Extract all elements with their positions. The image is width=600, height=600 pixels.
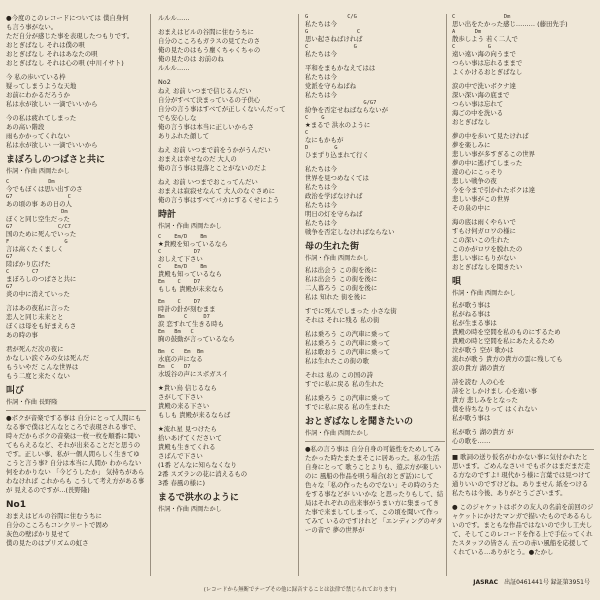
lyric-line: 時計の針が刻むまま bbox=[158, 305, 216, 313]
chord-line: G C bbox=[305, 29, 361, 35]
lyric-line: 私がねる事は bbox=[452, 310, 491, 318]
lyric-line: 私たちは今 bbox=[305, 201, 337, 209]
lyric-line: 涙 恋すれて生きる時も bbox=[158, 320, 224, 328]
lyric-line: 夢の中に逃げてしまった bbox=[452, 159, 523, 167]
lyric-line: おまえは寂寂せなんて 大人のなぐさめに bbox=[158, 187, 276, 195]
lyric-line: ルルル…… bbox=[158, 64, 190, 72]
lyric-line: ルルル…… bbox=[158, 14, 190, 22]
lyric-line: 政治を学ばなければ bbox=[305, 192, 363, 200]
song-title: No1 bbox=[6, 500, 26, 510]
lyric-line: すもけ何ガロワの様に bbox=[452, 227, 516, 235]
column-divider bbox=[446, 14, 447, 576]
column-divider bbox=[298, 14, 299, 576]
lyric-line: すでに死んでしまった 小さな街 bbox=[305, 307, 397, 315]
chord-line: C Dm bbox=[452, 14, 511, 20]
chord-line: C G bbox=[305, 115, 325, 121]
lyric-line: 流れが歌う 貴方の貴方の雲に残しても bbox=[452, 355, 563, 363]
lyric-line: 今の私は疲れてしまった bbox=[6, 114, 77, 122]
chord-line: G7 bbox=[6, 284, 13, 290]
song-credit: 作詞・作曲 西岡たかし bbox=[6, 168, 70, 175]
lyric-line: 今を今まで引かれたボクは達 bbox=[452, 186, 536, 194]
section-rule bbox=[305, 441, 445, 442]
column-1 bbox=[6, 14, 146, 576]
lyric-line: それは 私の この国の詩 bbox=[305, 371, 373, 379]
lyric-line: ねえ お前 いつまでおこってんだい bbox=[158, 178, 258, 186]
lyric-line: ●今度のこのレコードについては 僕自身何 bbox=[6, 14, 129, 22]
column-2 bbox=[158, 14, 298, 576]
song-title: まるで洪水のように bbox=[158, 493, 239, 503]
column-4 bbox=[452, 14, 594, 576]
lyric-line: ありふれた顔して bbox=[158, 132, 210, 140]
lyric-line: 世界を見つめなくては bbox=[305, 174, 369, 182]
lyric-line: それは それに残る 私の街 bbox=[305, 316, 380, 324]
lyric-line: 2番 スズランの花に消えるもの bbox=[158, 470, 248, 478]
lyric-line: 雨もかかってくれない bbox=[6, 132, 70, 140]
lyric-line: 自分がすべて決まっているの子供心 bbox=[158, 96, 261, 104]
chord-line: Em C D7 bbox=[158, 279, 201, 285]
section-rule bbox=[6, 410, 146, 411]
chord-line: G/G7 bbox=[305, 100, 377, 106]
lyric-line: あの時の事 bbox=[6, 331, 38, 339]
lyric-line: 僕を待ちなりって はくれない bbox=[452, 405, 538, 413]
lyric-line: つらい事は忘れて bbox=[452, 100, 504, 108]
lyric-line: ひまずり込まれて行く bbox=[305, 151, 369, 159]
lyric-line: この深いこの生れた bbox=[452, 236, 510, 244]
chord-line: C C7 bbox=[6, 269, 39, 275]
chord-line: Bm C Em Bm bbox=[158, 349, 204, 355]
lyric-line: 私が歌う事は bbox=[452, 301, 491, 309]
song-title: まぼろしのつばさと共に bbox=[6, 155, 106, 165]
note-paragraph: ■ 歌詞の送り仮名がわかない事に気付かれたと思います。ごめんなさい! でもボクはまだまだ走る方なのですよ! 現代かう様に言葉では見つけて通りいいのですけどね。ありません 紙をつける私たちは今後、ありがとうございます。 bbox=[452, 453, 591, 497]
song-title: 唄 bbox=[452, 277, 462, 287]
chord-line: Em C D7 bbox=[158, 364, 191, 370]
lyric-line: 俺の見たのは お前のね bbox=[158, 55, 224, 63]
chord-line: C Em/D Bm bbox=[158, 234, 207, 240]
lyric-line: 悲しい事にもりがない bbox=[452, 254, 516, 262]
chord-line: D G bbox=[305, 145, 338, 151]
lyric-line: 僕の見たのはプリズムの虹さ bbox=[6, 539, 89, 547]
lyric-line: ★貴殿を知っているなら bbox=[158, 240, 228, 248]
lyric-line: 言は高くたくましく bbox=[6, 245, 64, 253]
lyric-line: おまえは幸せなのだ 大人の bbox=[158, 155, 237, 163]
lyric-line: おとぎばなし それは僕の唄 bbox=[6, 41, 85, 49]
lyric-line: 貴方 悲しみをとなった bbox=[452, 396, 518, 404]
lyric-line: 疑ってしまうような天地 bbox=[6, 82, 77, 90]
lyric-line: もういやだ こんな世界は bbox=[6, 363, 79, 371]
lyric-line: 貴殿の時と空間を私にあたえるため bbox=[452, 337, 555, 345]
lyric-line: 悲しい戦争の夜 bbox=[452, 177, 497, 185]
lyric-line: 国のために死んでいった bbox=[6, 230, 77, 238]
lyric-line: ★流れ星 見つけたら bbox=[158, 425, 217, 433]
lyric-line: 夢を楽しみに bbox=[452, 141, 491, 149]
column-3 bbox=[305, 14, 445, 576]
jasrac-label: JASRAC bbox=[473, 579, 499, 586]
lyric-line: 明日の灯を守らねば bbox=[305, 210, 363, 218]
lyric-line: すでに私に戻る 私の生れた bbox=[305, 380, 384, 388]
lyric-line: 思い起さねばければ bbox=[305, 35, 363, 43]
song-title: 時計 bbox=[158, 210, 177, 220]
lyric-line: 戦争を否定しなければならない bbox=[305, 228, 395, 236]
lyric-line: 今 私の歩いている枠 bbox=[6, 73, 66, 81]
lyric-line: 貴殿の時を空間を私のものにするため bbox=[452, 328, 561, 336]
lyric-line: 灰色の壁ばかり見せて bbox=[6, 530, 70, 538]
lyric-line: さばんで下さい bbox=[158, 452, 203, 460]
lyric-line: 拾いあげてくださいて bbox=[158, 434, 222, 442]
lyric-line: 貴殿も生きてくれる bbox=[158, 443, 216, 451]
lyric-line: さがして下さい bbox=[158, 393, 203, 401]
lyric-line: あの高い階段 bbox=[6, 123, 45, 131]
chord-line: G C/G bbox=[305, 14, 357, 20]
lyric-line: 私が生まる事は bbox=[452, 319, 497, 327]
lyric-line: 思い出をたかった感じ……… (藤田先手) bbox=[452, 20, 568, 28]
lyric-line: 私が歌う事は bbox=[452, 414, 491, 422]
lyric-line: かなしい涙ぐみの女は死んだ bbox=[6, 354, 90, 362]
lyric-line: 胸の鼓動が言っているなら bbox=[158, 335, 235, 343]
jasrac-code: 出証0461441号 録証第3951号 bbox=[504, 579, 590, 586]
lyric-line: もしも 貴殿が未来なら bbox=[158, 285, 224, 293]
lyric-line: 私は出会う この街を後に bbox=[305, 275, 378, 283]
chord-line: Em Bm C bbox=[158, 329, 194, 335]
lyric-line: 平和をまもかなえてはは bbox=[305, 64, 376, 72]
song-title: 叫び bbox=[6, 386, 25, 396]
column-divider bbox=[150, 14, 151, 576]
lyric-line: 紛争を否定せねばならないが bbox=[305, 106, 389, 114]
lyric-line: ねえ お前 いつまで前をうかがうんだい bbox=[158, 146, 271, 154]
lyric-line: 水坂谷の声にスボガスイ bbox=[158, 370, 229, 378]
lyric-line: も言う事がない。 bbox=[6, 23, 58, 31]
lyric-line: 水底の声になる bbox=[158, 355, 203, 363]
song-credit: 作詞・作曲 西岡たかし bbox=[452, 290, 516, 297]
lyric-line: おとぎばなし それは心の唄 (中川イサト) bbox=[6, 59, 124, 67]
lyric-line: 海ごの中を洗いる bbox=[452, 109, 504, 117]
lyric-line: その泉の中に bbox=[452, 204, 491, 212]
lyric-line: 俺の言う事は見落とことがないのだよ bbox=[158, 164, 267, 172]
lyric-line: 党派を守らねばね bbox=[305, 82, 357, 90]
lyric-line: おとぎばなし bbox=[452, 118, 491, 126]
lyric-line: 私は出会う この街を後に bbox=[305, 266, 378, 274]
lyric-line: まぼろしのつばさと共に bbox=[6, 275, 77, 283]
lyric-line: 詩をとしかけまし 心を遠い事 bbox=[452, 387, 538, 395]
lyric-line: 二人暮ろう この街を後に bbox=[305, 284, 378, 292]
lyric-line: 遠い遠い海の向うまで bbox=[452, 50, 516, 58]
lyric-line: 今でもぼくは思い出すのさ bbox=[6, 185, 83, 193]
lyric-line: つらい事は忘れるままで bbox=[452, 59, 523, 67]
lyric-line: 私が歌う 湖の貴方 が bbox=[452, 428, 514, 436]
chord-line: C D7 bbox=[158, 249, 201, 255]
lyric-line: 3番 春風の様に) bbox=[158, 479, 205, 487]
song-credit: 作詞・作曲 西岡たかし bbox=[158, 506, 222, 513]
lyric-line: よくかけるおとぎばなし bbox=[452, 68, 523, 76]
lyric-line: 遊の心にこっそり bbox=[452, 168, 503, 176]
lyric-line: 私は歌おう この汽車に乗って bbox=[305, 348, 391, 356]
lyric-line: おまえはビルの谷間に住むうちに bbox=[158, 28, 254, 36]
lyric-line: あの頃の事 あの日の人 bbox=[6, 200, 72, 208]
chord-line: G7 bbox=[6, 254, 13, 260]
lyric-line: もしも 貴殿が来るならば bbox=[158, 411, 231, 419]
lyric-line: 俺の言う事は本当に正しいからさ bbox=[158, 123, 254, 131]
lyric-line: ★貴い鳥 信じるなら bbox=[158, 384, 217, 392]
lyric-line: 私たちは今 bbox=[305, 91, 337, 99]
song-title: おとぎばなしを聞きたいの bbox=[305, 417, 414, 427]
chord-line: Dm bbox=[6, 209, 68, 215]
lyric-line: 悲しい事がこの世界 bbox=[452, 195, 510, 203]
lyric-line: 心の歌を…… bbox=[452, 437, 491, 445]
lyric-line: 私たちは今 bbox=[305, 20, 337, 28]
song-credit: 作詞・作曲 西岡たかし bbox=[158, 223, 222, 230]
chord-line: A Dm bbox=[452, 29, 482, 35]
lyric-line: (1番 どんなに知らなくなり bbox=[158, 461, 237, 469]
song-title: 母の生れた街 bbox=[305, 242, 360, 252]
lyric-line: 深い深い海の底まで bbox=[452, 91, 510, 99]
lyric-line: このかがロワを脱れたの bbox=[452, 245, 523, 253]
lyric-line: 私は水が欲しい 一滴でいいから bbox=[6, 141, 98, 149]
lyric-line: 私は乗ろう この汽車に乗って bbox=[305, 339, 391, 347]
lyric-line: 詩を読む 人の心を bbox=[452, 378, 506, 386]
lyric-line: ぼくと同じ空生だった bbox=[6, 215, 70, 223]
lyric-line: 君が死んだ次の夜に bbox=[6, 345, 64, 353]
lyric-line: 貴殿の来る下さい bbox=[158, 402, 210, 410]
lyric-line: 言はあの夜私に言った bbox=[6, 304, 70, 312]
lyric-line: 私は乗ろう この汽車に乗って bbox=[305, 330, 391, 338]
lyric-line: 私たちは今 bbox=[305, 73, 337, 81]
lyric-line: ★まるで 洪水のように bbox=[305, 121, 371, 129]
lyric-line: 炎の中に消えていった bbox=[6, 290, 70, 298]
chord-line: C Dm bbox=[6, 179, 55, 185]
lyric-line: おしえて下さい bbox=[158, 255, 203, 263]
copyright-footer: (レコードから無断でテープその他に録音することは法律で禁じられております) bbox=[203, 587, 397, 593]
lyric-line: でも安心しな bbox=[158, 114, 197, 122]
lyric-line: 夢の中を歩いて見たければ bbox=[452, 132, 529, 140]
lyric-line: ただ自分が感じた事を表現したつもりです。 bbox=[6, 32, 134, 40]
lyric-line: 私たちは今 bbox=[305, 165, 337, 173]
lyric-line: 散歩しよう 若く二人で bbox=[452, 35, 518, 43]
lyric-line: すでに私に戻る 私の生まれた bbox=[305, 403, 391, 411]
lyric-line: お前にわかるだろうか bbox=[6, 91, 70, 99]
lyric-line: おとぎばなしを聞きたい bbox=[452, 263, 523, 271]
lyric-line: ぼくは母をも好まえらさ bbox=[6, 322, 77, 330]
lyric-line: 涙の中で洗いボクナ達 bbox=[452, 82, 516, 90]
chord-line: C G bbox=[305, 44, 357, 50]
lyric-line: ねえ お前 いつまで信じるんだい bbox=[158, 87, 252, 95]
lyric-line: 私たちは今 bbox=[305, 219, 337, 227]
lyric-line: 悲しい事が多すぎるこの世界 bbox=[452, 150, 536, 158]
lyric-line: 恋人と同じ未来とと bbox=[6, 313, 64, 321]
lyric-line: 私は生れたこの街の歌 bbox=[305, 357, 369, 365]
lyric-line: おまえはビルの谷間に住むうちに bbox=[6, 512, 102, 520]
note-paragraph: ●私の言う事は 自分自身の可能性をためしてみたかった時たまたまそこに居あった。私の生活自身にとって 歌うことよりも、遊ぶ方が楽しいのに 風船の作品を唄う場合(おとぎ話)にして 色々な「私の作ったものでない」その時のうたをする事などが いいかな と思ったりもして、結局はそれぞれの出来事がうまい方に集まってきた事で来ましてしまって、この頃を聞いて作ってみて いるのですけれど 「エンディングのギターの音で 夢の世界が bbox=[305, 445, 444, 534]
chord-line: C bbox=[305, 130, 309, 136]
lyric-line: 自分のこころもコンクリートで固め bbox=[6, 521, 109, 529]
lyric-line: 俺の言う事はすべてバカにするくせによう bbox=[158, 196, 280, 204]
lyric-line: 陸ばかり広げた bbox=[6, 260, 51, 268]
section-rule bbox=[452, 449, 594, 450]
song-credit: 作詞・作曲 西岡たかし bbox=[305, 255, 369, 262]
lyric-line: 私は乗ろう この汽車に乗って bbox=[305, 394, 391, 402]
lyric-line: 自分のこころもガラスの見てたのさ bbox=[158, 37, 261, 45]
lyric-line: おとぎばなし それはあなたの唄 bbox=[6, 50, 98, 58]
lyric-line: 貴殿も知っているなら bbox=[158, 270, 222, 278]
lyric-line: なにもかもが bbox=[305, 136, 344, 144]
lyric-line: もう二度と来たくない bbox=[6, 372, 70, 380]
chord-line: Bm C D7 bbox=[158, 314, 210, 320]
lyric-line: 俺の見たのはもう塵くちゃくちゃの bbox=[158, 46, 261, 54]
chord-line: G7 C bbox=[6, 194, 71, 200]
lyric-line: 私は 知れた 街を後に bbox=[305, 293, 367, 301]
note-paragraph: ●ボクが音楽でする事は 自分にとって人間にもなる事で僕はどんなところで表現される事で、時々だからボクの音楽は一枚一枚を順番に聞いてもらえるなど、それが出来ることだと思うのです。正しい事、私が一個人間らしく生きてゆこうと言う事? 自分は本当に人間か わからない 何をわかりない 「今どうしたか」 気持ちがあらわなければ これからも こうして考え方がある事が 見えるのですが…(長野隆) bbox=[6, 414, 145, 494]
lyric-line: No2 bbox=[158, 78, 171, 86]
lyric-line: 泣が歌う 空が 歌かは bbox=[452, 346, 514, 354]
chord-line: F G bbox=[6, 239, 68, 245]
lyric-line: 涙の貴方 湖の貴方 bbox=[452, 364, 506, 372]
lyric-line: 私たちは今 bbox=[305, 50, 337, 58]
lyric-line: 私たちは今 bbox=[305, 183, 337, 191]
chord-line: G7 C/C7 bbox=[6, 224, 71, 230]
song-credit: 作詞・作曲 長野隆 bbox=[6, 399, 58, 406]
lyric-line: 海の底は雨くやらいで bbox=[452, 218, 516, 226]
chord-line: C Em/D Bm bbox=[158, 264, 207, 270]
chord-line: Em C D7 bbox=[158, 299, 201, 305]
song-credit: 作詞・作曲 西岡たかし bbox=[305, 430, 369, 437]
note-paragraph: ● このジャケットはボクの友人の名前を前回のジャケットにかけたマンガで描いたものであるらしいのです。まともな作品ではないので少し工夫して、そしてこのレコードを作る上で手伝ってくれたスタッフの皆さん 五つの赤い風船を応援してくれている…ありがとう。●たかし bbox=[452, 503, 594, 556]
chord-line: C G bbox=[452, 44, 491, 50]
lyric-line: 自分の言う事はすべてが正しくないんだって bbox=[158, 105, 286, 113]
lyric-line: 私は水が欲しい 一滴でいいから bbox=[6, 100, 98, 108]
